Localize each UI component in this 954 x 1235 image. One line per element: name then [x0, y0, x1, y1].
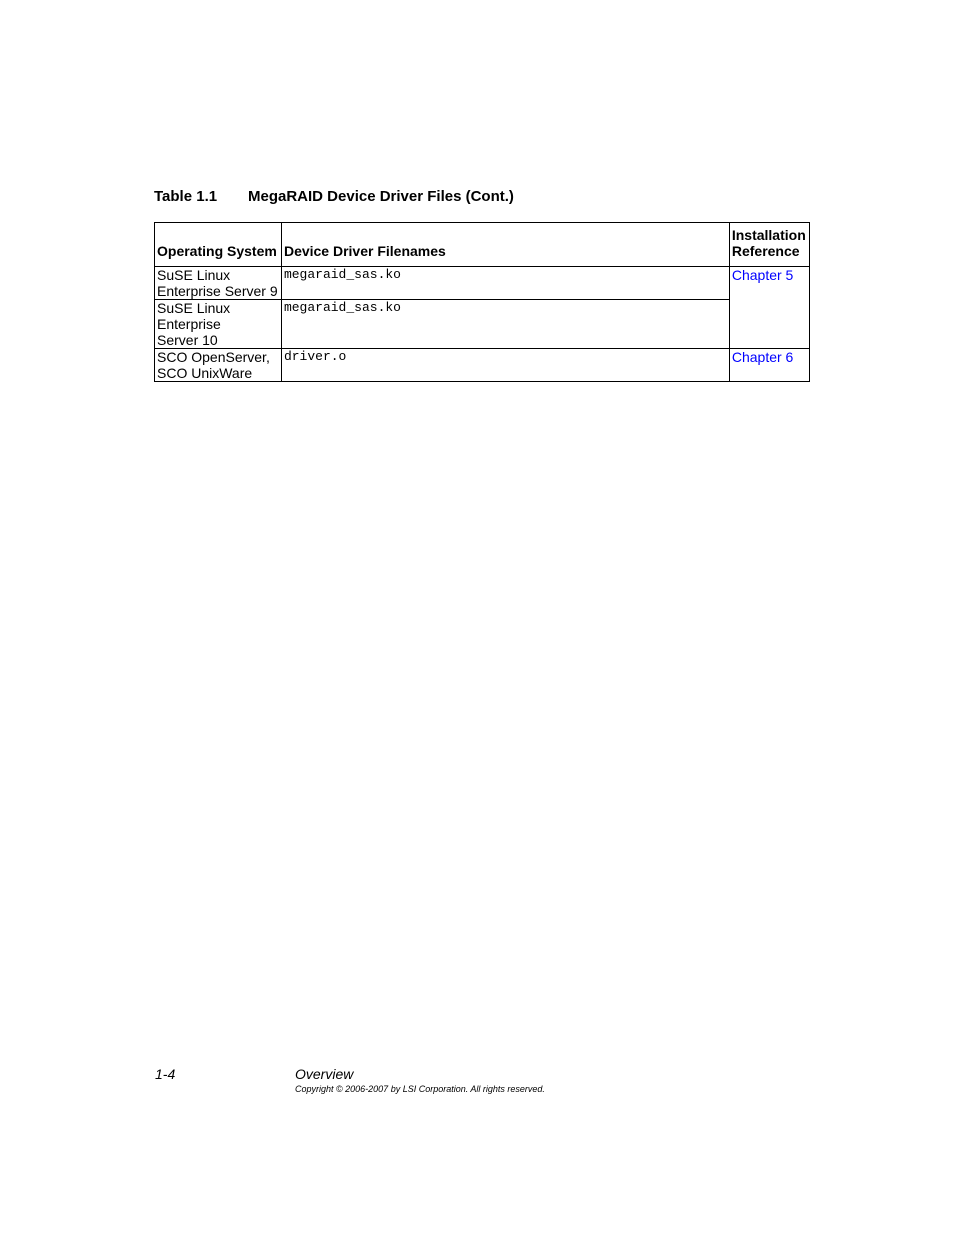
- table-title: MegaRAID Device Driver Files (Cont.): [248, 188, 514, 205]
- table-caption: [154, 188, 514, 205]
- os-cell: [155, 349, 282, 382]
- table-row: [155, 267, 810, 300]
- os-line: SCO OpenServer,: [157, 349, 270, 365]
- header-ref-line2: Reference: [731, 243, 800, 259]
- header-installation-reference: [729, 223, 809, 267]
- os-cell: [155, 300, 282, 349]
- filename-cell: megaraid_sas.ko: [281, 300, 729, 349]
- filename-cell: driver.o: [281, 349, 729, 382]
- filename-cell: megaraid_sas.ko: [281, 267, 729, 300]
- header-operating-system: Operating System: [155, 223, 282, 267]
- footer-copyright: Copyright © 2006-2007 by LSI Corporation. All rights reserved.: [295, 1084, 545, 1094]
- reference-cell: [729, 267, 809, 349]
- chapter-6-link[interactable]: Chapter 6: [731, 349, 794, 365]
- os-cell: [155, 267, 282, 300]
- page-number: 1-4: [155, 1066, 176, 1082]
- os-line: SuSE Linux: [157, 267, 231, 283]
- table-number: Table 1.1: [154, 188, 218, 205]
- driver-files-table: [154, 222, 810, 382]
- footer-section-title: Overview: [295, 1066, 354, 1082]
- header-ref-line1: Installation: [731, 227, 806, 243]
- os-line: SuSE Linux: [157, 300, 231, 316]
- table-row: [155, 300, 810, 349]
- table-row: [155, 349, 810, 382]
- os-line: Enterprise Server 9: [157, 283, 278, 299]
- header-device-driver-filenames: Device Driver Filenames: [281, 223, 729, 267]
- reference-cell: [729, 349, 809, 382]
- chapter-5-link[interactable]: Chapter 5: [731, 267, 794, 283]
- os-line: Enterprise: [157, 316, 221, 332]
- os-line: SCO UnixWare: [157, 365, 253, 381]
- table-header-row: [155, 223, 810, 267]
- os-line: Server 10: [157, 332, 218, 348]
